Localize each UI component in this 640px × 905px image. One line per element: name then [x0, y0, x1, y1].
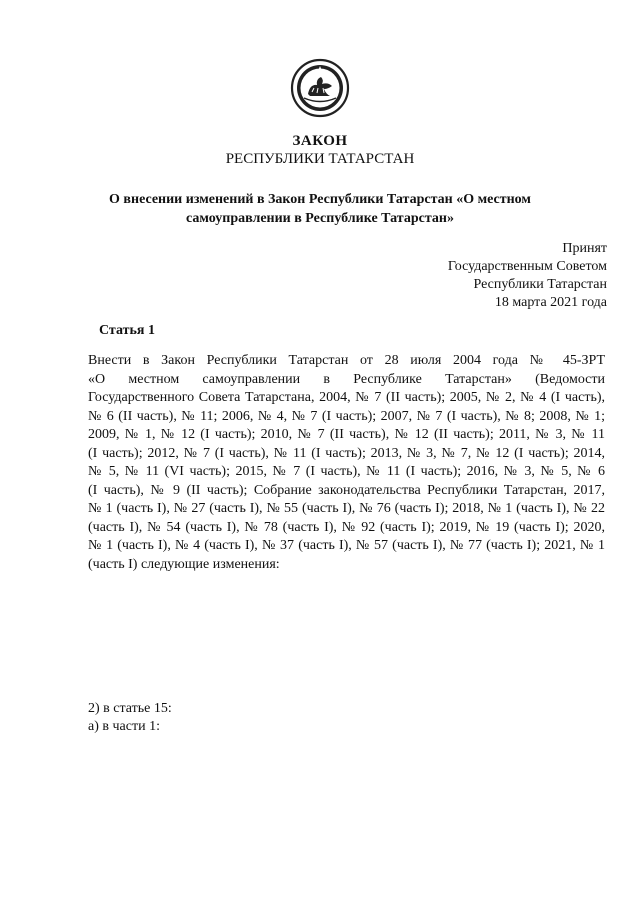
coat-of-arms-emblem: [290, 58, 350, 118]
text-line: Государственного Совета Татарстана, 2004, № 7 (II часть); 2005, № 2, № 4 (I часть),: [88, 390, 605, 405]
adoption-date: 18 марта 2021 года: [494, 295, 607, 310]
document-title-line: О внесении изменений в Закон Республики Татарстан «О местном: [109, 192, 531, 207]
adopted-by: Государственным Советом: [447, 259, 607, 274]
law-republic: РЕСПУБЛИКИ ТАТАРСТАН: [225, 151, 415, 167]
document-title: [100, 190, 540, 228]
adoption-block: [448, 240, 607, 312]
article-heading: Статья 1: [99, 323, 155, 338]
item-2: 2) в статье 15:: [88, 701, 172, 716]
text-line: «О местном самоуправлении в Республике Татарстан» (Ведомости: [88, 371, 605, 387]
document-title-line: самоуправлении в Республике Татарстан»: [186, 211, 454, 226]
text-line: № 1 (часть I), № 4 (часть I), № 37 (часть I), № 57 (часть I), № 77 (часть I); 2021, № 1: [88, 538, 605, 553]
text-line: № 1 (часть I), № 27 (часть I), № 55 (часть I), № 76 (часть I); 2018, № 1 (часть I), № 22: [88, 501, 605, 516]
text-line: (I часть); 2012, № 7 (I часть), № 11 (I часть); 2013, № 3, № 7, № 12 (I часть); 2014,: [88, 445, 605, 461]
text-line: № 6 (II часть), № 11; 2006, № 4, № 7 (I часть); 2007, № 7 (I часть), № 8; 2008, № 1;: [88, 408, 605, 424]
text-line: (часть I), № 54 (часть I), № 78 (часть I), № 92 (часть I); 2019, № 19 (часть I); 2020,: [88, 519, 605, 535]
text-line: № 5, № 11 (VI часть); 2015, № 7 (I часть), № 11 (I часть); 2016, № 3, № 5, № 6: [88, 464, 605, 479]
text-line: (часть I) следующие изменения:: [88, 556, 280, 572]
text-line: Внести в Закон Республики Татарстан от 28 июля 2004 года № 45-ЗРТ: [88, 353, 605, 368]
text-line: (I часть), № 9 (II часть); Собрание законодательства Республики Татарстан, 2017,: [88, 482, 605, 498]
text-line: 2009, № 1, № 12 (I часть); 2010, № 7 (II часть), № 12 (II часть); 2011, № 3, № 11: [88, 427, 605, 442]
item-2a: а) в части 1:: [88, 719, 160, 734]
adopted-label: Принят: [562, 241, 607, 256]
article-main-paragraph: [88, 352, 605, 574]
adopted-republic: Республики Татарстан: [473, 277, 607, 292]
law-heading: ЗАКОН: [292, 133, 348, 149]
